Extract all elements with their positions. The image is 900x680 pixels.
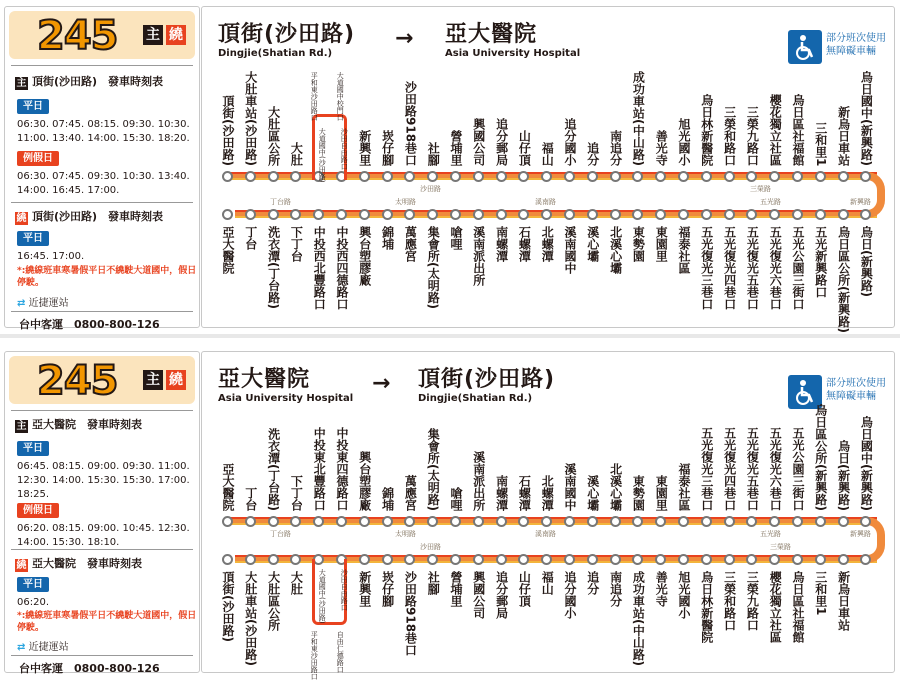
stop-label: 集會所(太明路) [426, 428, 441, 511]
stop-label: 中投西四德路口 [335, 226, 349, 310]
stop-dot [496, 209, 507, 220]
wheelchair-icon [788, 30, 822, 64]
divider [11, 410, 193, 411]
schedule-sidebar [4, 6, 200, 331]
stop-dot [610, 554, 621, 565]
stop-label: 丁台 [243, 487, 258, 511]
stop-label: 五光復光四巷口 [722, 427, 737, 511]
spur-route-badge: 繞 [166, 370, 186, 390]
spur-timetable-title [15, 555, 142, 572]
stop-dot [838, 554, 849, 565]
road-name: 三榮路 [770, 543, 791, 551]
stop-dot [815, 516, 826, 527]
road-name: 太明路 [395, 198, 416, 206]
stop-dot [838, 516, 849, 527]
stop-label: 溪南派出所 [471, 451, 486, 511]
stop-label: 營埔里 [449, 571, 463, 607]
stop-dot [678, 554, 689, 565]
stop-dot [610, 171, 621, 182]
stop-label: 下丁台 [289, 475, 304, 511]
spur-weekday-times: 06:20. [17, 597, 49, 608]
stop-label: 中投西北豐路口 [312, 226, 327, 310]
stop-dot [268, 209, 279, 220]
stop-label: 三榮和路口 [722, 106, 737, 166]
spur-tag-icon: 繞 [16, 560, 27, 571]
stop-dot [587, 516, 598, 527]
spur-weekday-label: 平日 [17, 231, 49, 246]
operator-contact: 台中客運 0800-800-126 [19, 662, 160, 675]
stop-dot [496, 171, 507, 182]
accessibility-line-1: 部分班次使用 [826, 33, 886, 44]
stop-label: 烏日林新醫院 [699, 571, 714, 643]
stop-label: 五光復光三巷口 [699, 427, 714, 511]
stop-dot [701, 516, 712, 527]
road-name: 三榮路 [750, 185, 771, 193]
road-name: 丁台路 [270, 198, 291, 206]
stop-label: 旭光國小 [677, 118, 691, 166]
stop-label: 社腳 [426, 571, 441, 595]
stop-label: 石螺潭 [517, 475, 532, 511]
stop-dot [268, 516, 279, 527]
stop-label: 沙田路918巷口 [403, 80, 418, 166]
stop-label: 萬應宮 [403, 475, 418, 511]
stop-label: 北溪心壩 [608, 463, 623, 511]
timetable-panel-return [0, 345, 900, 680]
stop-label: 追分國小 [563, 118, 577, 166]
destination-name: 頂街(沙田路) [418, 367, 556, 392]
route-line-bottom [235, 210, 877, 218]
stop-label: 善光寺 [654, 130, 669, 166]
schedule-sidebar [4, 351, 200, 673]
stop-label: 興國公司 [471, 571, 486, 619]
stop-label: 亞大醫院 [221, 463, 235, 511]
stop-label: 丁台 [243, 226, 258, 250]
spur-stop-label: 沙田自由路口 [340, 569, 349, 611]
operator-contact: 台中客運 0800-800-126 [19, 318, 160, 331]
stop-dot [587, 554, 598, 565]
stop-dot [382, 554, 393, 565]
stop-label: 錦埔 [380, 487, 395, 511]
stop-dot [564, 171, 575, 182]
stop-dot [222, 516, 233, 527]
stop-label: 東勢園 [631, 226, 646, 262]
stop-dot [473, 516, 484, 527]
main-route-badge: 主 [143, 25, 163, 45]
stop-label: 櫻花獨立社區 [768, 94, 783, 166]
stop-label: 東勢園 [631, 475, 646, 511]
transfer-icon: ⇄ [17, 298, 26, 309]
stop-label: 福山 [540, 142, 555, 166]
stop-label: 新烏日車站 [836, 106, 851, 166]
stop-dot [701, 209, 712, 220]
stop-label: 五光復光五巷口 [745, 226, 760, 310]
stop-label: 五光公園三街口 [791, 427, 805, 511]
transfer-legend [17, 294, 69, 309]
stop-label: 新烏日車站 [836, 571, 851, 631]
spur-note: *:繞線班車寒暑假平日不繞駛大道國中，假日停駛。 [17, 611, 197, 633]
accessibility-note [826, 32, 886, 58]
stop-dot [268, 171, 279, 182]
stop-dot [610, 209, 621, 220]
main-timetable-label: 頂街(沙田路) 發車時刻表 [32, 75, 164, 88]
stop-dot [382, 171, 393, 182]
stop-label: 南追分 [608, 130, 623, 166]
spur-route-badge: 繞 [166, 25, 186, 45]
stop-dot [473, 554, 484, 565]
transfer-legend [17, 638, 69, 653]
stop-dot [838, 171, 849, 182]
stop-dot [359, 516, 370, 527]
stop-label: 福山 [540, 571, 555, 595]
stop-dot [222, 209, 233, 220]
road-name: 太明路 [395, 530, 416, 538]
divider [11, 202, 193, 203]
weekday-label: 平日 [17, 441, 49, 456]
panel-divider [0, 334, 900, 338]
stop-label: 山仔頂 [517, 130, 532, 166]
stop-dot [450, 554, 461, 565]
stop-dot [564, 554, 575, 565]
holiday-times: 06:20. 08:15. 09:00. 10:45. 12:30. 14:00. 15:30. 18:10. [17, 523, 190, 548]
stop-dot [838, 209, 849, 220]
stop-label: 社腳 [426, 142, 441, 166]
stop-label: 烏日國中(新興路) [859, 71, 874, 166]
stop-dot [724, 554, 735, 565]
stop-label: 大肚 [289, 571, 304, 595]
stop-dot [222, 171, 233, 182]
road-name: 溪南路 [535, 198, 556, 206]
stop-dot [815, 209, 826, 220]
stop-label: 南螺潭 [494, 226, 509, 262]
stop-label: 成功車站(中山路) [631, 71, 646, 166]
stop-label: 北溪心壩 [608, 226, 623, 274]
stop-label: 大肚車站(沙田路) [243, 571, 258, 666]
stop-dot [382, 209, 393, 220]
divider [11, 311, 193, 312]
stop-label: 溪南國中 [563, 463, 577, 511]
stop-dot [245, 209, 256, 220]
stop-label: 南螺潭 [494, 475, 509, 511]
stop-label: 沙田路918巷口 [403, 571, 418, 657]
origin-name: 頂街(沙田路) [218, 22, 356, 47]
origin-name-en: Dingjie(Shatian Rd.) [218, 48, 333, 59]
transfer-label: 近捷運站 [28, 298, 69, 309]
stop-dot [815, 554, 826, 565]
stop-label: 大肚區公所 [266, 106, 281, 166]
road-name: 五光路 [760, 198, 781, 206]
accessibility-line-2: 無障礙車輛 [826, 391, 876, 402]
stop-label: 崁仔腳 [380, 571, 395, 607]
stop-label: 興台塑膠廠 [357, 451, 372, 511]
stop-label: 新興里 [357, 571, 372, 607]
stop-dot [701, 554, 712, 565]
stop-label: 東園里 [654, 475, 669, 511]
stop-label: 福泰社區 [677, 463, 691, 511]
stop-label: 烏日區公所(新興路) [813, 404, 828, 511]
stop-label: 追分國小 [563, 571, 577, 619]
stop-label: 營埔里 [449, 130, 463, 166]
stop-dot [587, 209, 598, 220]
main-tag-icon: 主 [16, 421, 27, 432]
destination-name-en: Dingjie(Shatian Rd.) [418, 393, 533, 404]
spur-stop-label: 平和東沙田路口 [310, 72, 319, 121]
stop-dot [678, 516, 689, 527]
stop-label: 下丁台 [289, 226, 304, 262]
holiday-label: 例假日 [17, 503, 59, 518]
stop-label: 善光寺 [654, 571, 669, 607]
weekday-label: 平日 [17, 99, 49, 114]
road-name: 五光路 [760, 530, 781, 538]
origin-name-en: Asia University Hospital [218, 393, 354, 404]
stop-label: 三和里1 [813, 571, 828, 616]
origin-name: 亞大醫院 [218, 367, 311, 392]
stop-label: 頂街(沙田路) [221, 95, 235, 166]
stop-label: 五光復光三巷口 [699, 226, 714, 310]
stop-label: 成功車站(中山路) [631, 571, 646, 666]
stop-label: 中投東四德路口 [335, 427, 349, 511]
spur-note: *:繞線班車寒暑假平日不繞駛大道國中，假日停駛。 [17, 266, 197, 288]
spur-timetable-title [15, 208, 163, 225]
road-name: 新興路 [850, 530, 871, 538]
stop-label: 追分 [585, 571, 600, 595]
stop-label: 大肚車站(沙田路) [243, 71, 258, 166]
road-name: 沙田路 [420, 185, 441, 193]
stop-label: 集會所(太明路) [426, 226, 441, 309]
stop-label: 三榮九路口 [745, 571, 760, 631]
stop-dot [724, 516, 735, 527]
spur-tag-icon: 繞 [16, 213, 27, 224]
stop-label: 烏日區社福館 [791, 94, 805, 166]
stop-dot [450, 209, 461, 220]
road-name: 沙田路 [420, 543, 441, 551]
transfer-icon: ⇄ [17, 642, 26, 653]
stop-label: 萬應宮 [403, 226, 418, 262]
stop-dot [792, 516, 803, 527]
stop-label: 南追分 [608, 571, 623, 607]
accessibility-line-2: 無障礙車輛 [826, 46, 876, 57]
route-number: 245 [37, 358, 118, 404]
stop-label: 興國公司 [471, 118, 486, 166]
stop-dot [701, 171, 712, 182]
stop-label: 三和里1 [813, 121, 828, 166]
stop-dot [222, 554, 233, 565]
spur-stop-label: 平和東沙田路口 [310, 631, 319, 680]
stop-dot [564, 516, 575, 527]
stop-label: 烏日(新興路) [836, 440, 851, 511]
stop-dot [724, 209, 735, 220]
direction-arrow: → [372, 371, 391, 396]
stop-label: 烏日(新興路) [859, 226, 874, 297]
stop-dot [359, 554, 370, 565]
stop-dot [473, 171, 484, 182]
timetable-panel-outbound [0, 0, 900, 333]
stop-dot [792, 554, 803, 565]
spur-stop-label: 自由仁德路口 [336, 631, 345, 673]
stop-dot [792, 209, 803, 220]
spur-timetable-label: 頂街(沙田路) 發車時刻表 [32, 210, 164, 223]
spur-stop-label: 大道國中(沙田路) [318, 569, 327, 624]
stop-label: 溪南國中 [563, 226, 577, 274]
stop-dot [245, 171, 256, 182]
stop-label: 旭光國小 [677, 571, 691, 619]
stop-label: 北螺潭 [540, 475, 555, 511]
spur-weekday-times: 16:45. 17:00. [17, 251, 85, 262]
main-tag-icon: 主 [16, 78, 27, 89]
stop-label: 三榮和路口 [722, 571, 737, 631]
stop-label: 溪南派出所 [471, 226, 486, 286]
stop-dot [336, 516, 347, 527]
main-route-badge: 主 [143, 370, 163, 390]
stop-label: 洗衣潭(丁台路) [266, 428, 281, 511]
stop-label: 頂街(沙田路) [221, 571, 235, 642]
accessibility-note [826, 377, 886, 403]
stop-label: 錦埔 [380, 226, 395, 250]
stop-dot [268, 554, 279, 565]
stop-label: 烏日國中(新興路) [859, 416, 874, 511]
stop-dot [610, 516, 621, 527]
stop-dot [496, 516, 507, 527]
holiday-times: 06:30. 07:45. 09:30. 10:30. 13:40. 14:00. 16:45. 17:00. [17, 171, 190, 196]
stop-dot [815, 171, 826, 182]
stop-label: 溪心壩 [585, 475, 600, 511]
stop-label: 福泰社區 [677, 226, 691, 274]
stop-dot [473, 209, 484, 220]
stop-label: 中投東北豐路口 [312, 427, 327, 511]
spur-stop-label: 大道國中(沙田路) [318, 128, 327, 183]
stop-dot [245, 516, 256, 527]
stop-label: 洗衣潭(丁台路) [266, 226, 281, 309]
road-name: 溪南路 [535, 530, 556, 538]
stop-label: 興台塑膠廠 [357, 226, 372, 286]
stop-label: 崁仔腳 [380, 130, 395, 166]
route-number: 245 [37, 13, 118, 59]
divider [11, 549, 193, 550]
stop-label: 亞大醫院 [221, 226, 235, 274]
weekday-times: 06:30. 07:45. 08:15. 09:30. 10:30. 11:00. 13:40. 14:00. 15:30. 18:20. [17, 119, 190, 144]
spur-weekday-label: 平日 [17, 577, 49, 592]
main-timetable-label: 亞大醫院 發車時刻表 [32, 418, 142, 431]
stop-label: 北螺潭 [540, 226, 555, 262]
stop-dot [724, 171, 735, 182]
spur-timetable-label: 亞大醫院 發車時刻表 [32, 557, 142, 570]
transfer-label: 近捷運站 [28, 642, 69, 653]
holiday-label: 例假日 [17, 151, 59, 166]
stop-dot [359, 171, 370, 182]
stop-label: 山仔頂 [517, 571, 532, 607]
divider [11, 655, 193, 656]
stop-label: 五光復光六巷口 [768, 427, 783, 511]
stop-label: 追分 [585, 142, 600, 166]
stop-label: 烏日區社福館 [791, 571, 805, 643]
stop-dot [792, 171, 803, 182]
spur-stop-label: 沙田自由路口 [340, 128, 349, 170]
stop-label: 五光復光四巷口 [722, 226, 737, 310]
stop-label: 大肚區公所 [266, 571, 281, 631]
stop-label: 櫻花獨立社區 [768, 571, 783, 643]
stop-label: 追分郵局 [494, 118, 509, 166]
stop-dot [245, 554, 256, 565]
stop-label: 烏日區公所(新興路) [836, 226, 851, 333]
stop-dot [564, 209, 575, 220]
spur-stop-label: 大道國中校門口 [336, 72, 345, 121]
stop-dot [496, 554, 507, 565]
stop-label: 大肚 [289, 142, 304, 166]
route-header [9, 11, 195, 59]
main-timetable-title [15, 73, 163, 90]
stop-dot [336, 209, 347, 220]
road-name: 新興路 [850, 198, 871, 206]
weekday-times: 06:45. 08:15. 09:00. 09:30. 11:00. 12:30. 14:00. 15:30. 15:30. 17:00. 18:25. [17, 461, 190, 500]
stop-label: 嗆哩 [449, 226, 463, 250]
stop-dot [587, 171, 598, 182]
stop-label: 五光復光五巷口 [745, 427, 760, 511]
divider [11, 65, 193, 66]
stop-label: 五光新興路口 [813, 226, 828, 298]
destination-name: 亞大醫院 [445, 22, 538, 47]
stop-label: 三榮九路口 [745, 106, 760, 166]
stop-label: 嗆哩 [449, 487, 463, 511]
stop-dot [678, 171, 689, 182]
stop-label: 東園里 [654, 226, 669, 262]
road-name: 丁台路 [270, 530, 291, 538]
stop-label: 五光公園三街口 [791, 226, 805, 310]
destination-name-en: Asia University Hospital [445, 48, 581, 59]
stop-label: 烏日林新醫院 [699, 94, 714, 166]
stop-label: 溪心壩 [585, 226, 600, 262]
stop-label: 追分郵局 [494, 571, 509, 619]
accessibility-line-1: 部分班次使用 [826, 378, 886, 389]
stop-label: 石螺潭 [517, 226, 532, 262]
stop-dot [678, 209, 689, 220]
direction-arrow: → [395, 26, 414, 51]
stop-dot [359, 209, 370, 220]
stop-dot [382, 516, 393, 527]
stop-label: 新興里 [357, 130, 372, 166]
stop-label: 五光復光六巷口 [768, 226, 783, 310]
main-timetable-title [15, 416, 142, 433]
stop-dot [450, 516, 461, 527]
route-header [9, 356, 195, 404]
stop-dot [450, 171, 461, 182]
